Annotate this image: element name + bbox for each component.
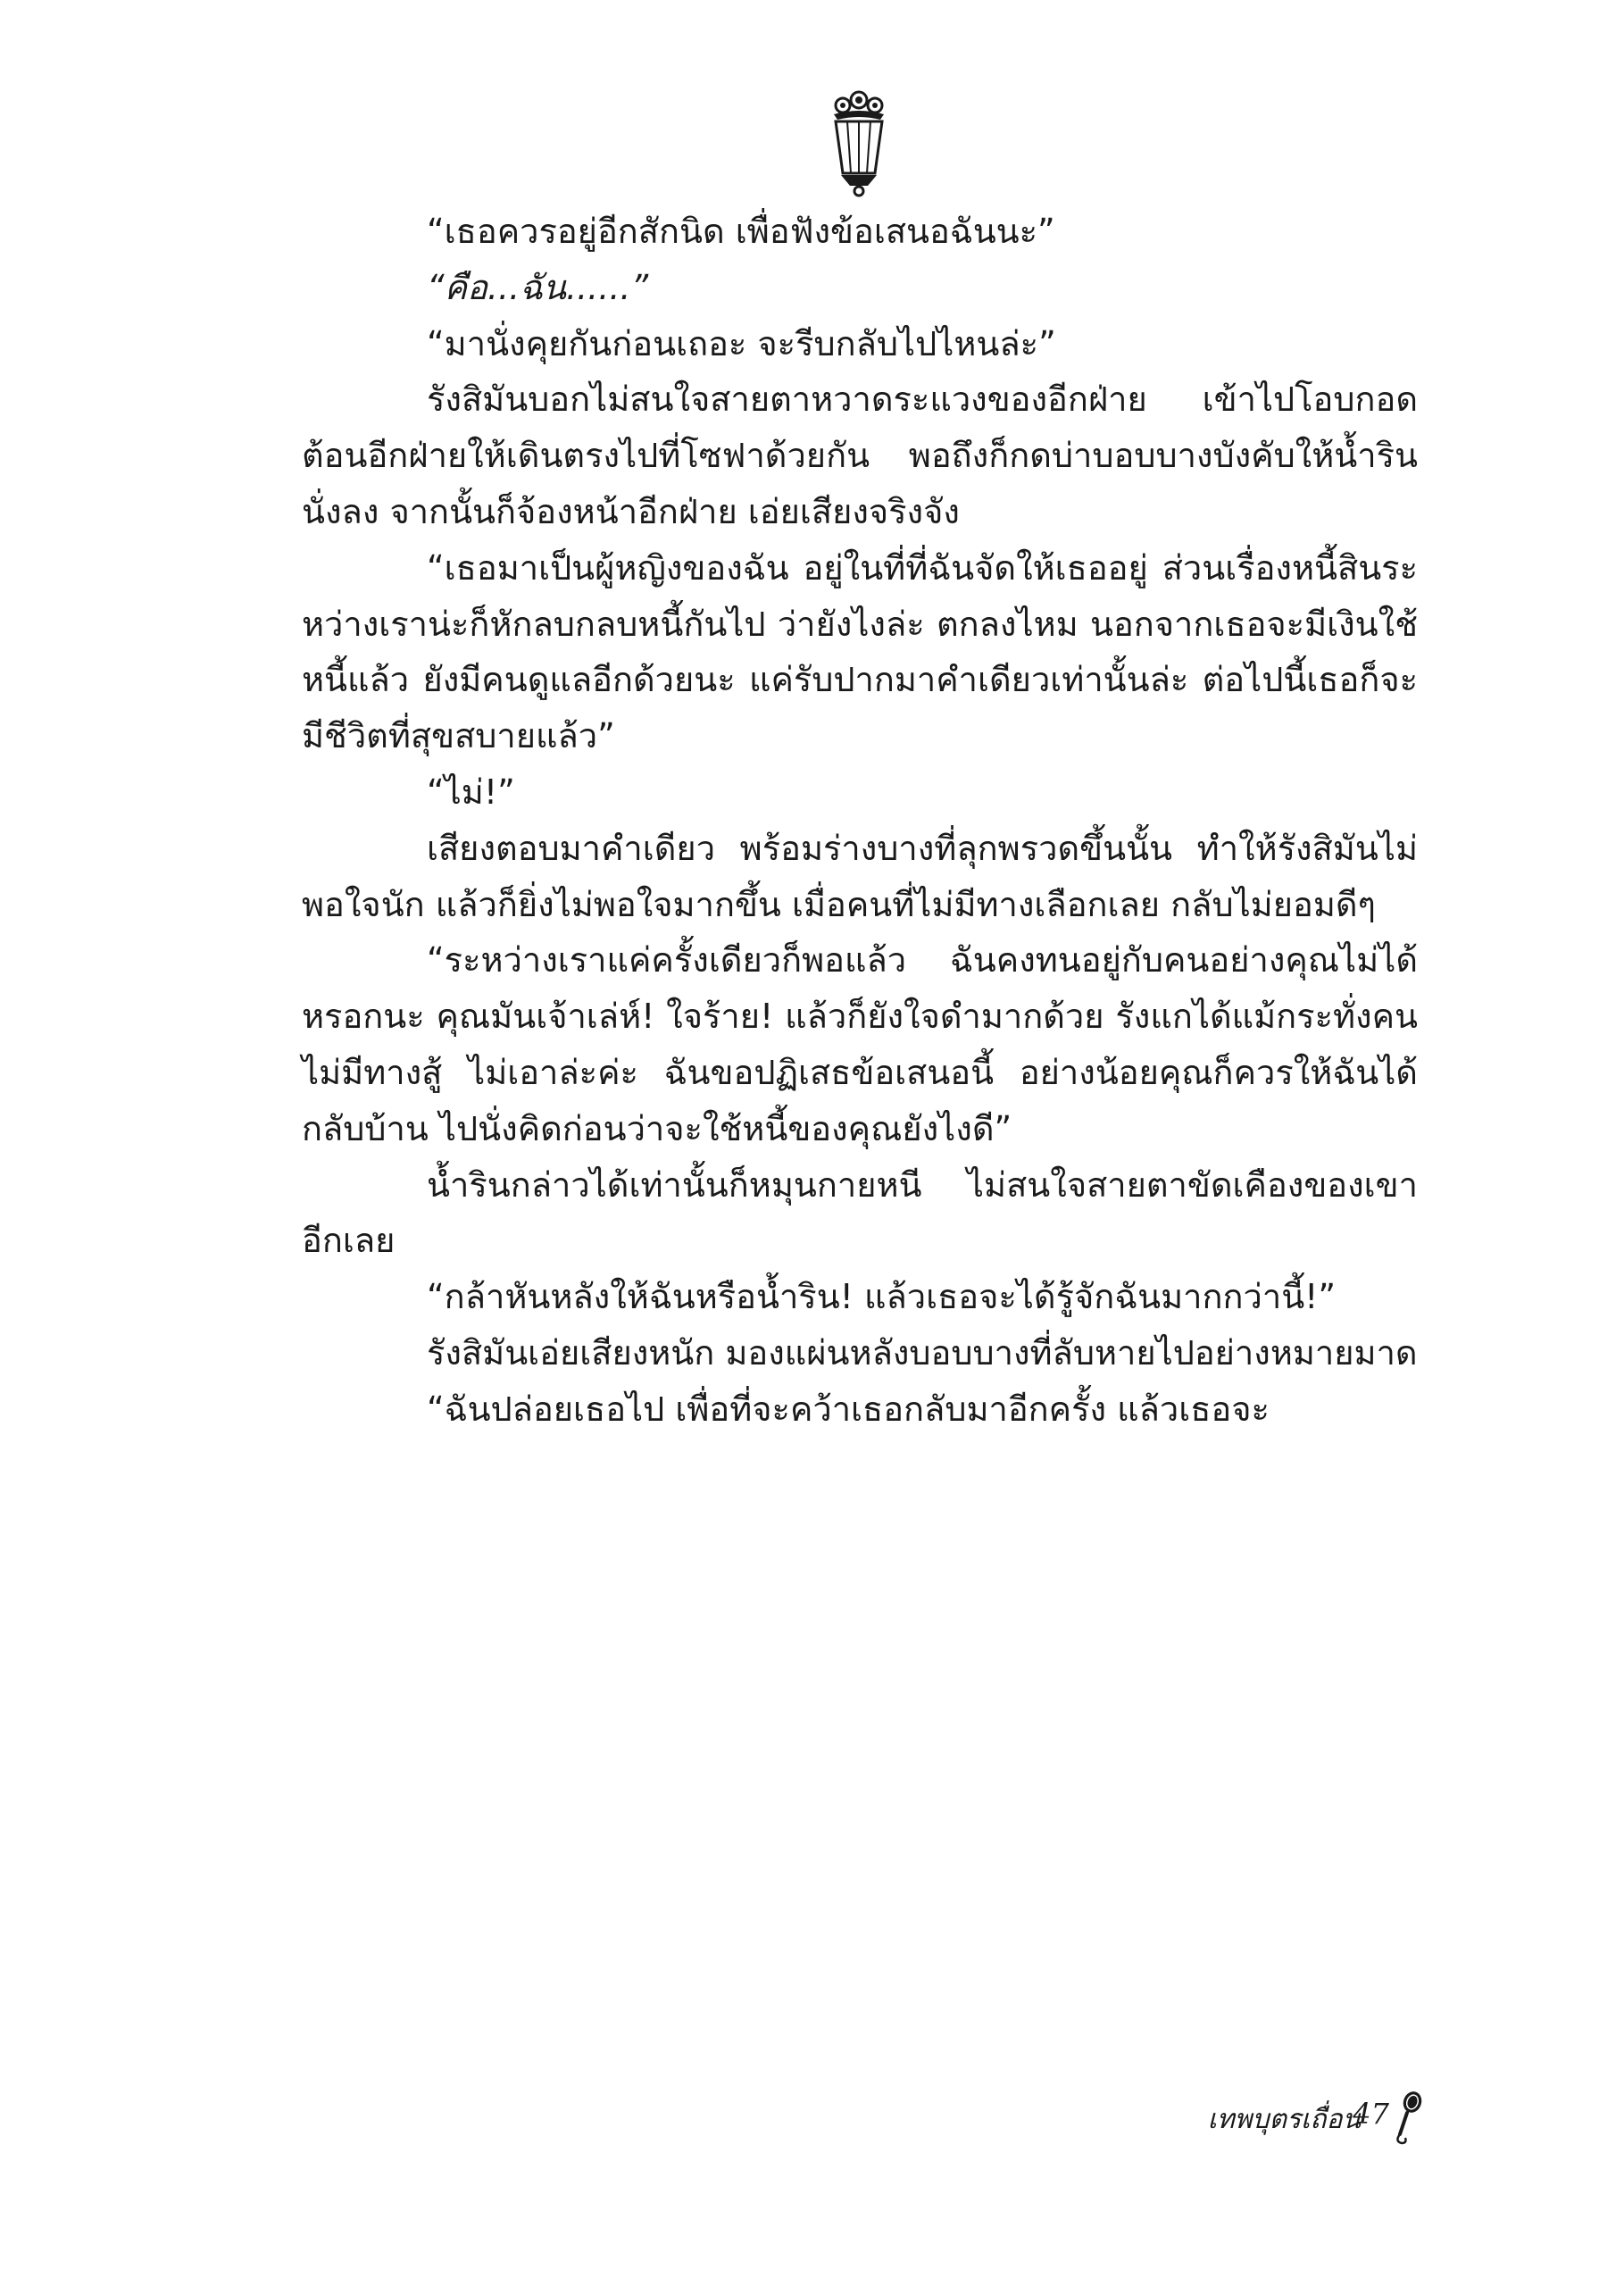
paragraph: เสียงตอบมาคำเดียว พร้อมร่างบางที่ลุกพรวดขึ้นนั้น ทำให้รังสิมันไม่พอใจนัก แล้วก็ยิ่งไม่พอใจมากขึ้น เมื่อคนที่ไม่มีทางเลือกเลย กลับไม่ยอมดีๆ [302, 828, 1418, 924]
paragraph: “คือ...ฉัน......” [427, 267, 649, 307]
story-text [302, 204, 1418, 1438]
paragraph: “ไม่!” [427, 772, 515, 812]
paragraph: “ระหว่างเราแค่ครั้งเดียวก็พอแล้ว ฉันคงทนอยู่กับคนอย่างคุณไม่ได้หรอกนะ คุณมันเจ้าเล่ห์! ใจร้าย! แล้วก็ยังใจดำมากด้วย รังแกได้แม้กระทั่งคนไม่มีทางสู้ ไม่เอาล่ะค่ะ ฉันขอปฏิเสธข้อเสนอนี้ อย่างน้อยคุณก็ควรให้ฉันได้กลับบ้าน ไปนั่งคิดก่อนว่าจะใช้หนี้ของคุณยังไงดี” [302, 940, 1418, 1148]
page-number: 47 [1353, 2097, 1389, 2131]
paragraph: “ฉันปล่อยเธอไป เพื่อที่จะคว้าเธอกลับมาอีกครั้ง แล้วเธอจะ [427, 1389, 1270, 1429]
microphone-icon [1389, 2090, 1428, 2145]
lantern-ornament-icon [823, 88, 895, 200]
page-footer [1143, 2090, 1437, 2152]
paragraph: “มานั่งคุยกันก่อนเถอะ จะรีบกลับไปไหนล่ะ” [427, 323, 1056, 363]
paragraph: “เธอมาเป็นผู้หญิงของฉัน อยู่ในที่ที่ฉันจัดให้เธออยู่ ส่วนเรื่องหนี้สินระหว่างเราน่ะก็หักลบกลบหนี้กันไป ว่ายังไงล่ะ ตกลงไหม นอกจากเธอจะมีเงินใช้หนี้แล้ว ยังมีคนดูแลอีกด้วยนะ แค่รับปากมาคำเดียวเท่านั้นล่ะ ต่อไปนี้เธอก็จะมีชีวิตที่สุขสบายแล้ว” [302, 547, 1418, 756]
paragraph: “เธอควรอยู่อีกสักนิด เพื่อฟังข้อเสนอฉันนะ” [427, 212, 1055, 251]
book-title: เทพบุตรเถื่อน [1207, 2104, 1361, 2135]
paragraph: น้ำรินกล่าวได้เท่านั้นก็หมุนกายหนี ไม่สนใจสายตาขัดเคืองของเขาอีกเลย [302, 1164, 1418, 1261]
paragraph: “กล้าหันหลังให้ฉันหรือน้ำริน! แล้วเธอจะได้รู้จักฉันมากกว่านี้!” [427, 1277, 1337, 1317]
paragraph: รังสิมันบอกไม่สนใจสายตาหวาดระแวงของอีกฝ่าย เข้าไปโอบกอดต้อนอีกฝ่ายให้เดินตรงไปที่โซฟาด้วยกัน พอถึงก็กดบ่าบอบบางบังคับให้น้ำรินนั่งลง จากนั้นก็จ้องหน้าอีกฝ่าย เอ่ยเสียงจริงจัง [302, 380, 1418, 531]
paragraph: รังสิมันเอ่ยเสียงหนัก มองแผ่นหลังบอบบางที่ลับหายไปอย่างหมายมาด [427, 1332, 1418, 1373]
